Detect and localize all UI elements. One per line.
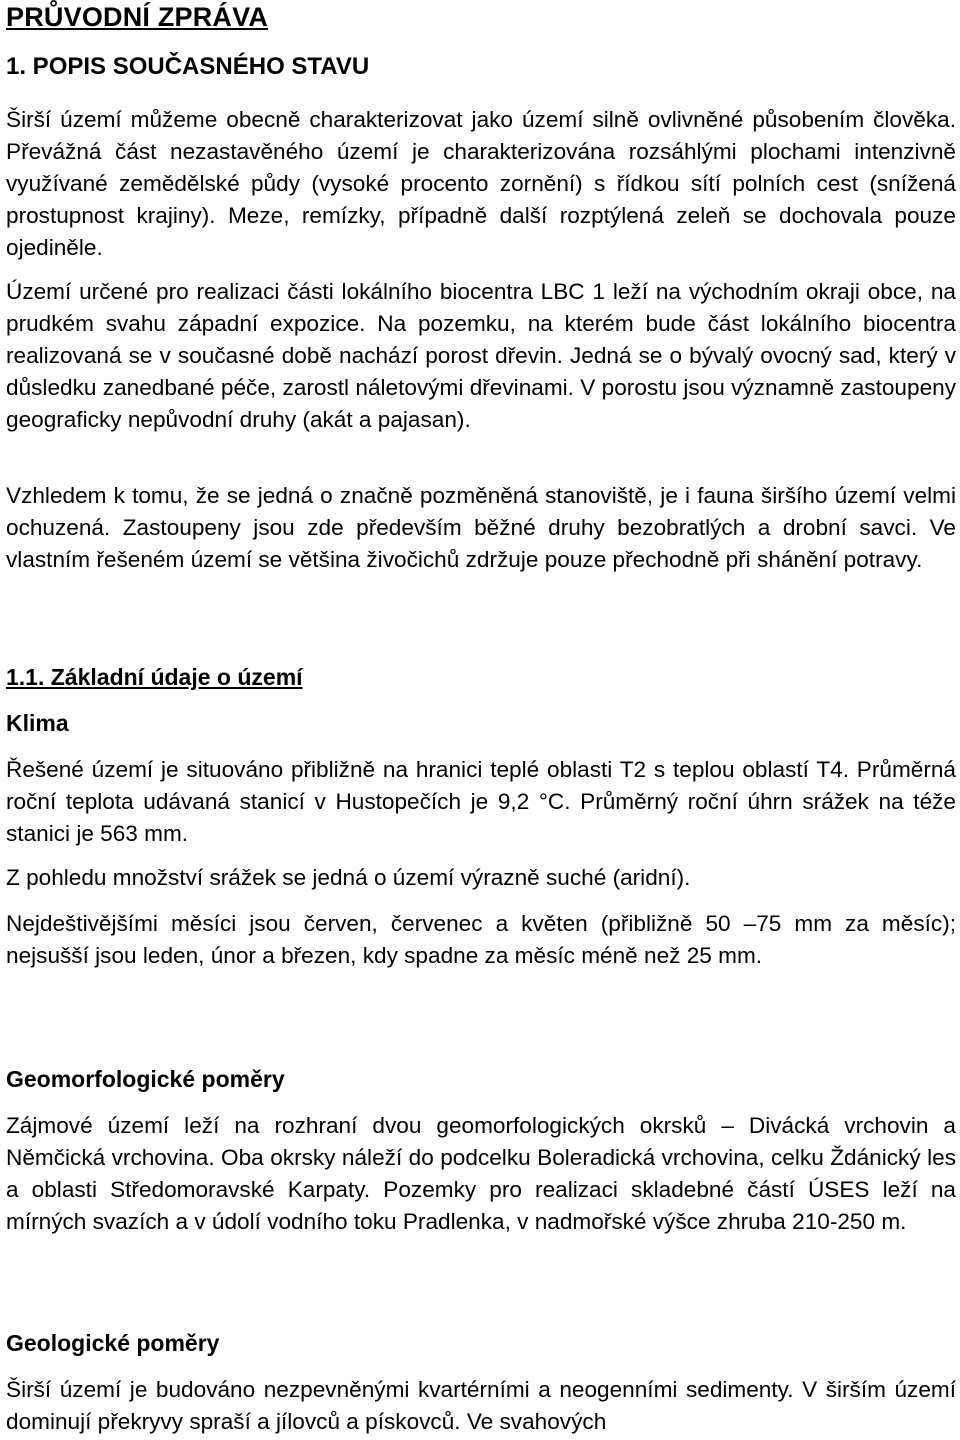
heading-geologicke-pomery: Geologické poměry [6,1330,220,1356]
paragraph-sirsi-uzemi: Širší území můžeme obecně charakterizovat jako území silně ovlivněné působením člověka. Převážná část nezastavěného území je charakterizována rozsáhlými plochami intenzivně využívané zemědělské půdy (vysoké procento zornění) s řídkou sítí polních cest (snížená prostupnost krajiny). Meze, remízky, případně další rozptýlená zeleň se dochovala pouze ojediněle. [6,107,956,260]
document-title: PRŮVODNÍ ZPRÁVA [6,2,269,32]
heading-klima: Klima [6,710,69,736]
paragraph-klima-mesice: Nejdeštivějšími měsíci jsou červen, červenec a květen (přibližně 50 –75 mm za měsíc); nejsušší jsou leden, únor a březen, kdy spadne za měsíc méně než 25 mm. [6,911,956,968]
paragraph-klima-teplota: Řešené území je situováno přibližně na hranici teplé oblasti T2 s teplou oblastí T4. Průměrná roční teplota udávaná stanicí v Hustopečích je 9,2 °C. Průměrný roční úhrn srážek na téže stanici je 563 mm. [6,757,956,846]
subsection-heading-zakladni-udaje: 1.1. Základní údaje o území [6,664,303,690]
paragraph-klima-srazky: Z pohledu množství srážek se jedná o území výrazně suché (aridní). [6,865,691,890]
paragraph-fauna: Vzhledem k tomu, že se jedná o značně pozměněná stanoviště, je i fauna širšího území velmi ochuzená. Zastoupeny jsou zde především běžné druhy bezobratlých a drobní savci. Ve vlastním řešeném území se většina živočichů zdržuje pouze přechodně při shánění potravy. [6,483,956,572]
heading-geomorfologicke-pomery: Geomorfologické poměry [6,1066,285,1092]
section-heading-popis-stavu: 1. POPIS SOUČASNÉHO STAVU [6,53,370,80]
paragraph-geologie: Širší území je budováno nezpevněnými kvartérními a neogenními sedimenty. V širším území dominují překryvy spraší a jílovců a pískovců. Ve svahových [6,1377,956,1434]
paragraph-lbc: Území určené pro realizaci části lokálního biocentra LBC 1 leží na východním okraji obce, na prudkém svahu západní expozice. Na pozemku, na kterém bude část lokálního biocentra realizovaná se v současné době nachází porost dřevin. Jedná se o bývalý ovocný sad, který v důsledku zanedbané péče, zarostl náletovými dřevinami. V porostu jsou významně zastoupeny geograficky nepůvodní druhy (akát a pajasan). [6,279,956,432]
paragraph-geomorfologie: Zájmové území leží na rozhraní dvou geomorfologických okrsků – Divácká vrchovin a Němčická vrchovina. Oba okrsky náleží do podcelku Boleradická vrchovina, celku Ždánický les a oblasti Středomoravské Karpaty. Pozemky pro realizaci skladebné částí ÚSES leží na mírných svazích a v údolí vodního toku Pradlenka, v nadmořské výšce zhruba 210-250 m. [6,1113,956,1234]
